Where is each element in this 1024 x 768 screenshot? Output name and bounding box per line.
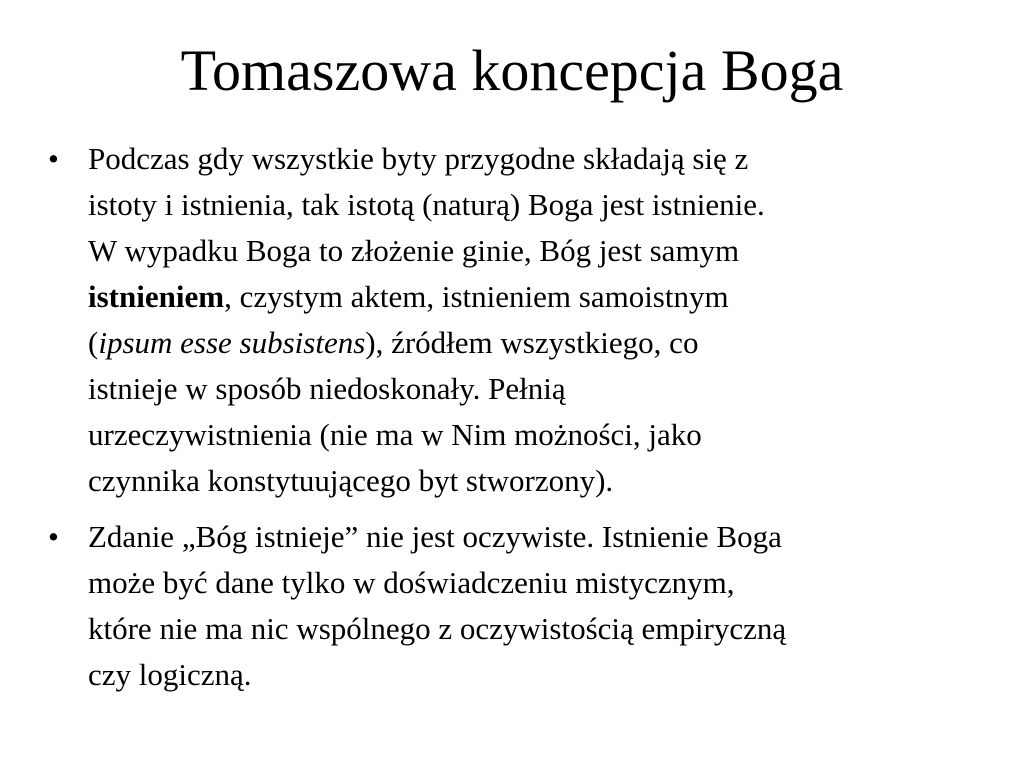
bullet-1-line-8: czynnika konstytuującego byt stworzony). xyxy=(88,463,614,498)
bullet-1-line-2: istoty i istnienia, tak istotą (naturą) Boga jest istnienie. xyxy=(88,187,765,222)
bullet-1-line-4-rest: , czystym aktem, istnieniem samoistnym xyxy=(224,279,729,314)
slide-title: Tomaszowa koncepcja Boga xyxy=(180,38,844,103)
bullet-2-line-1: Zdanie „Bóg istnieje” nie jest oczywiste. Istnienie Boga xyxy=(88,519,782,554)
bold-term-istnieniem: istnieniem xyxy=(88,279,225,314)
bullet-2-line-2: może być dane tylko w doświadczeniu mistycznym, xyxy=(88,565,735,600)
bullet-1-line-3: W wypadku Boga to złożenie ginie, Bóg jest samym xyxy=(88,233,740,268)
bullet-1-line-1: Podczas gdy wszystkie byty przygodne składają się z xyxy=(88,141,749,176)
latin-phrase: ipsum esse subsistens xyxy=(98,325,366,360)
bullet-1-line-5-rest: ), źródłem wszystkiego, co xyxy=(365,325,699,360)
bullet-marker: • xyxy=(48,141,59,176)
bullet-marker: • xyxy=(48,519,59,554)
bullet-1-line-6: istnieje w sposób niedoskonały. Pełnią xyxy=(88,371,566,406)
bullet-1-line-4 xyxy=(88,274,998,320)
bullet-1-line-5 xyxy=(88,320,998,366)
bullet-1-line-7: urzeczywistnienia (nie ma w Nim możności, jako xyxy=(88,417,702,452)
bullet-item-2 xyxy=(48,514,998,698)
bullet-2-line-4: czy logiczną. xyxy=(88,657,252,692)
bullet-list xyxy=(48,136,998,698)
open-paren: ( xyxy=(88,325,99,360)
bullet-2-line-3: które nie ma nic wspólnego z oczywistością empiryczną xyxy=(88,611,787,646)
bullet-item-1 xyxy=(48,136,998,504)
